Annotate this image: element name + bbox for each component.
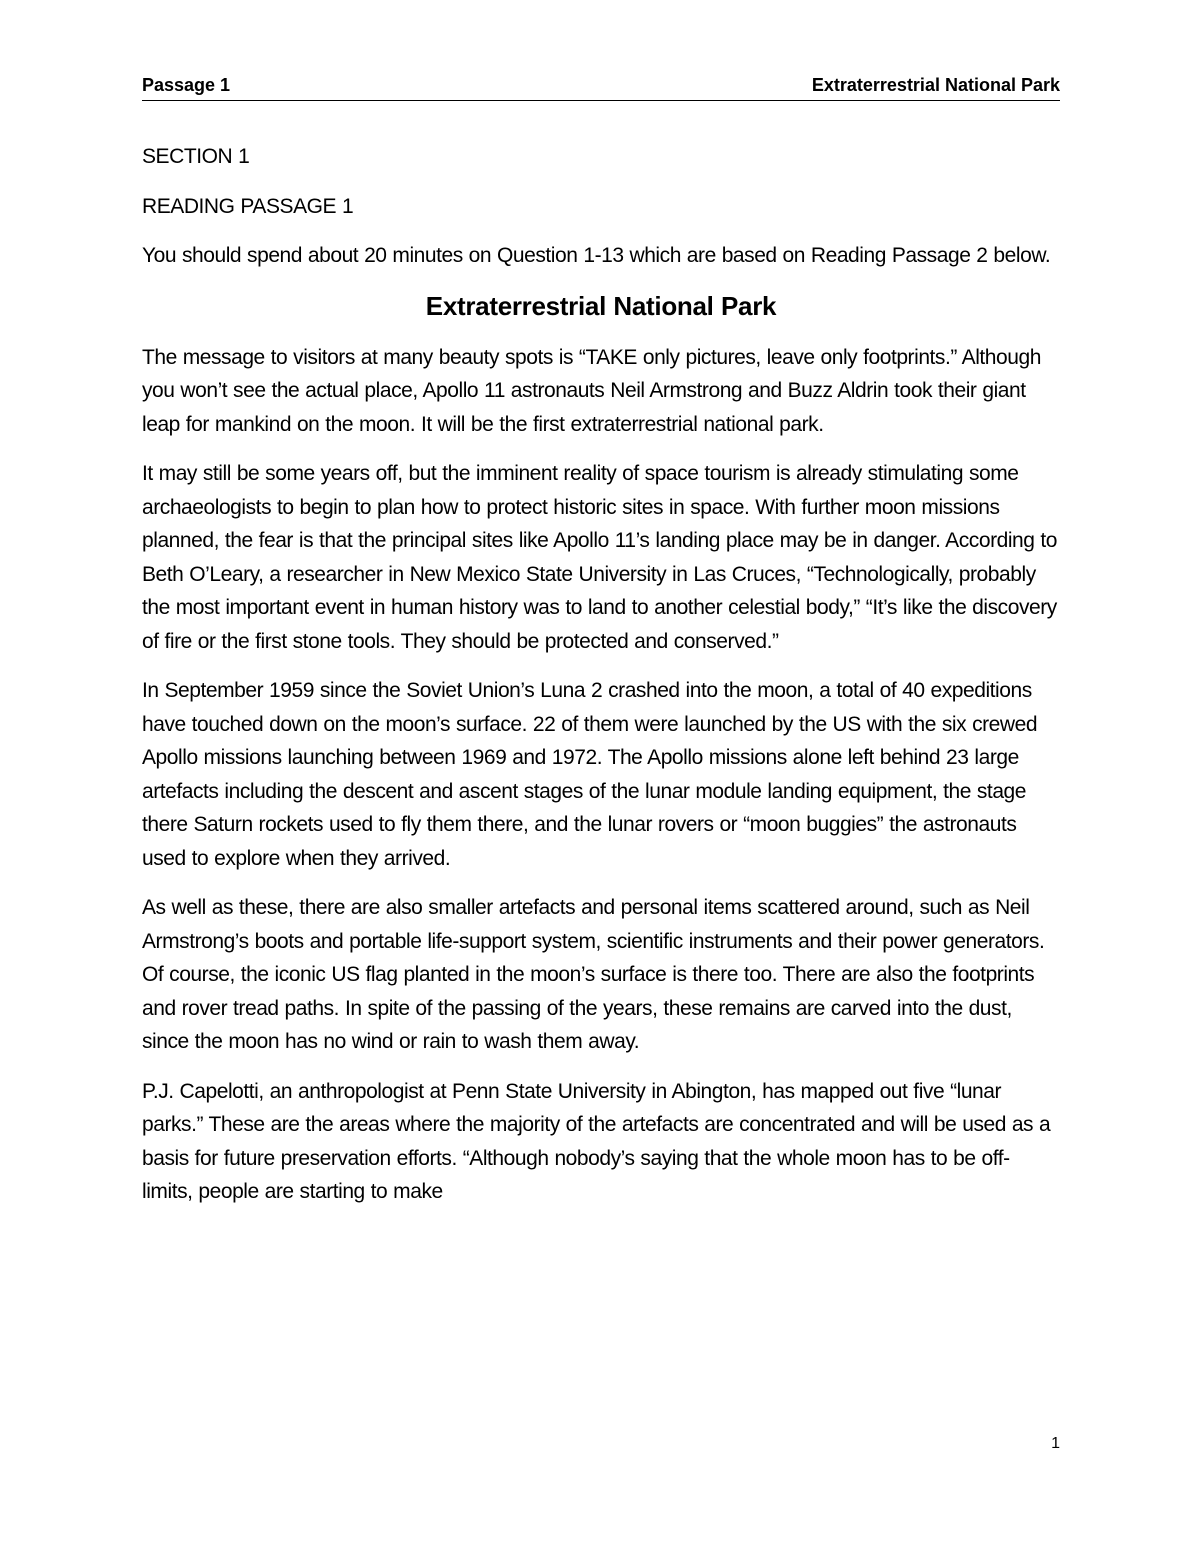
section-label: SECTION 1 — [142, 145, 250, 168]
paragraph: In September 1959 since the Soviet Union’s Luna 2 crashed into the moon, a total of 40 expeditions have touched down on the moon’s surface. 22 of them were launched by the US with the six crewed Apollo missions launching between 1969 and 1972. The Apollo missions alone left behind 23 large artefacts including the descent and ascent stages of the lunar module landing equipment, the stage there Saturn rockets used to fly them there, and the lunar rovers or “moon buggies” the astronauts used to explore when they arrived. — [142, 679, 1038, 870]
page-header — [142, 72, 1060, 101]
page-content — [142, 140, 1060, 1225]
header-left: Passage 1 — [142, 75, 231, 95]
instructions: You should spend about 20 minutes on Question 1-13 which are based on Reading Passage 2 below. — [142, 244, 1051, 267]
passage-label: READING PASSAGE 1 — [142, 194, 354, 218]
passage-title: Extraterrestrial National Park — [425, 290, 777, 321]
page-number: 1 — [1051, 1435, 1060, 1452]
paragraph: The message to visitors at many beauty spots is “TAKE only pictures, leave only footprints.” Although you won’t see the actual place, Apollo 11 astronauts Neil Armstrong and Buzz Aldrin took their giant leap for mankind on the moon. It will be the first extraterrestrial national park. — [142, 345, 1041, 436]
paragraph: P.J. Capelotti, an anthropologist at Penn State University in Abington, has mapped out five “lunar parks.” These are the areas where the majority of the artefacts are concentrated and will be used as a basis for future preservation efforts. “Although nobody’s saying that the whole moon has to be off-limits, people are starting to make — [142, 1079, 1051, 1203]
paragraph: As well as these, there are also smaller artefacts and personal items scattered around, such as Neil Armstrong’s boots and portable life-support system, scientific instruments and their power generators. Of course, the iconic US flag planted in the moon’s surface is there too. There are also the footprints and rover tread paths. In spite of the passing of the years, these remains are carved into the dust, since the moon has no wind or rain to wash them away. — [142, 896, 1045, 1053]
header-right: Extraterrestrial National Park — [811, 75, 1060, 95]
paragraph: It may still be some years off, but the imminent reality of space tourism is already stimulating some archaeologists to begin to plan how to protect historic sites in space. With further moon missions planned, the fear is that the principal sites like Apollo 11’s landing place may be in danger. According to Beth O’Leary, a researcher in New Mexico State University in Las Cruces, “Technologically, probably the most important event in human history was to land to another celestial body,” “It’s like the discovery of fire or the first stone tools. They should be protected and conserved.” — [142, 462, 1058, 653]
